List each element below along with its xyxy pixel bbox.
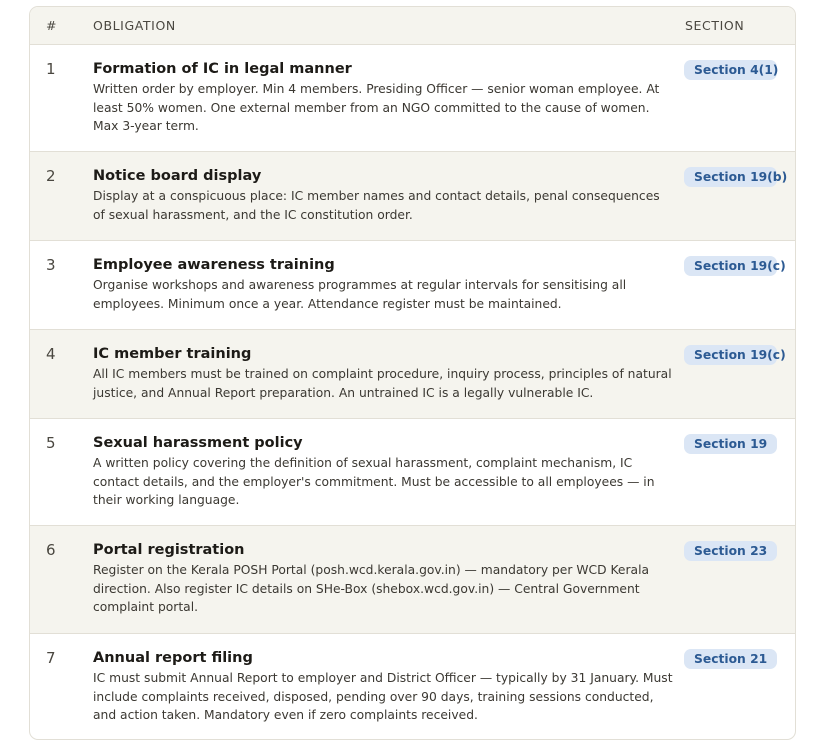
row-description: Display at a conspicuous place: IC member names and contact details, penal consequences of sexual harassment, and the IC constitution order. <box>93 189 660 222</box>
row-description: A written policy covering the definition of sexual harassment, complaint mechanism, IC contact details, and the employer's commitment. Must be accessible to all employees — in their working language. <box>93 456 655 508</box>
table-header <box>30 7 795 45</box>
table-row <box>30 241 795 330</box>
header-num: # <box>46 18 58 33</box>
table-row <box>30 45 795 152</box>
section-badge: Section 19 <box>684 434 777 454</box>
section-badge: Section 19(c) <box>684 256 777 276</box>
section-badge: Section 21 <box>684 649 777 669</box>
row-number: 1 <box>46 60 56 78</box>
header-section: SECTION <box>685 18 745 33</box>
table-row <box>30 330 795 419</box>
row-title: Notice board display <box>93 168 262 184</box>
row-title: IC member training <box>93 346 252 362</box>
header-obligation: OBLIGATION <box>93 18 176 33</box>
table-row <box>30 634 795 740</box>
row-description: Register on the Kerala POSH Portal (posh.wcd.kerala.gov.in) — mandatory per WCD Kerala direction. Also register IC details on SHe-Box (shebox.wcd.gov.in) — Central Government complaint portal. <box>93 563 650 615</box>
row-number: 7 <box>46 649 56 667</box>
table-row <box>30 419 795 526</box>
row-number: 5 <box>46 434 56 452</box>
row-number: 4 <box>46 345 56 363</box>
section-badge: Section 19(c) <box>684 345 777 365</box>
row-title: Portal registration <box>93 542 245 558</box>
row-description: Organise workshops and awareness programmes at regular intervals for sensitising all employees. Minimum once a year. Attendance register must be maintained. <box>93 278 627 311</box>
section-badge: Section 4(1) <box>684 60 777 80</box>
row-number: 3 <box>46 256 56 274</box>
row-description: All IC members must be trained on complaint procedure, inquiry process, principles of natural justice, and Annual Report preparation. An untrained IC is a legally vulnerable IC. <box>93 367 672 400</box>
section-badge: Section 23 <box>684 541 777 561</box>
row-title: Sexual harassment policy <box>93 435 303 451</box>
row-title: Formation of IC in legal manner <box>93 61 352 77</box>
table-row <box>30 152 795 241</box>
table-row <box>30 526 795 634</box>
row-number: 6 <box>46 541 56 559</box>
section-badge: Section 19(b) <box>684 167 777 187</box>
row-description: Written order by employer. Min 4 members. Presiding Officer — senior woman employee. At least 50% women. One external member from an NGO committed to the cause of women. Max 3-year term. <box>93 82 660 134</box>
row-title: Annual report filing <box>93 650 253 666</box>
row-description: IC must submit Annual Report to employer and District Officer — typically by 31 January. Must include complaints received, disposed, pending over 90 days, training sessions conducted, and action taken. Mandatory even if zero complaints received. <box>93 671 673 723</box>
row-title: Employee awareness training <box>93 257 335 273</box>
obligations-table <box>29 6 796 740</box>
row-number: 2 <box>46 167 56 185</box>
